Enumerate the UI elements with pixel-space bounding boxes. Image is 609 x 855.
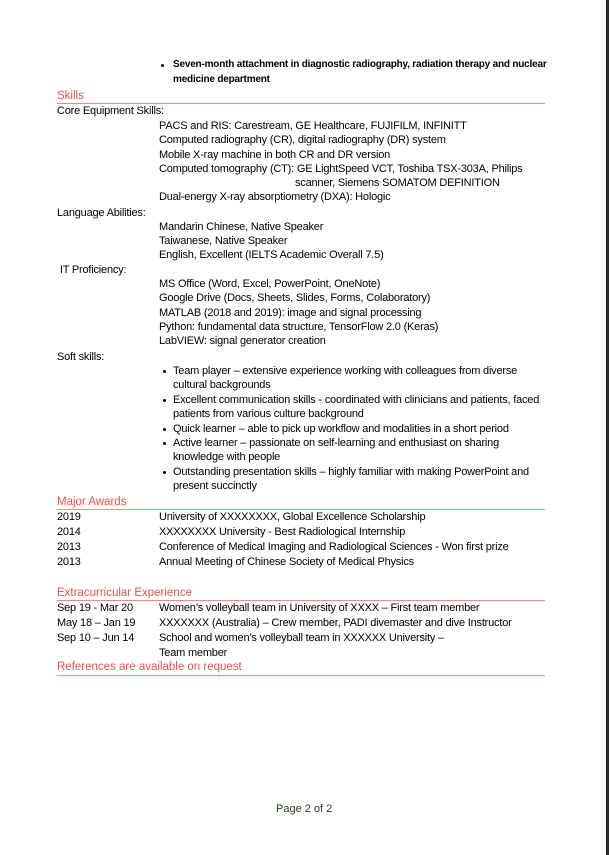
award-year: 2019 bbox=[57, 511, 81, 523]
extracurricular-text-cont: Team member bbox=[159, 647, 228, 659]
it-item: MS Office (Word, Excel, PowerPoint, OneNote) bbox=[159, 278, 381, 290]
language-item: Taiwanese, Native Speaker bbox=[159, 235, 288, 247]
it-item: MATLAB (2018 and 2019): image and signal processing bbox=[159, 307, 422, 319]
page-number: Page 2 of 2 bbox=[276, 803, 333, 815]
awards-heading: Major Awards bbox=[57, 496, 127, 508]
core-item: Computed tomography (CT): GE LightSpeed VCT, Toshiba TSX-303A, Philips bbox=[159, 163, 523, 175]
extracurricular-text: XXXXXXX (Australia) – Crew member, PADI divemaster and dive Instructor bbox=[159, 617, 512, 629]
soft-skill-item: Outstanding presentation skills – highly familiar with making PowerPoint and bbox=[173, 466, 529, 478]
core-item-cont: scanner, Siemens SOMATOM DEFINITION bbox=[295, 177, 500, 189]
award-text: XXXXXXXX University - Best Radiological Internship bbox=[159, 526, 406, 538]
bullet-icon bbox=[163, 399, 166, 402]
extracurricular-heading: Extracurricular Experience bbox=[57, 587, 192, 599]
soft-skill-item-cont: present succinctly bbox=[173, 480, 257, 492]
core-equipment-label: Core Equipment Skills: bbox=[57, 105, 164, 117]
soft-skill-item: Excellent communication skills - coordinated with clinicians and patients, faced bbox=[173, 394, 540, 406]
references-note: References are available on request bbox=[57, 661, 242, 673]
soft-skills-label: Soft skills: bbox=[57, 351, 105, 363]
attachment-text: Seven-month attachment in diagnostic radiography, radiation therapy and nuclear bbox=[173, 59, 547, 70]
bullet-icon bbox=[161, 64, 164, 67]
extracurricular-date: Sep 19 - Mar 20 bbox=[57, 602, 133, 614]
extracurricular-text: School and women’s volleyball team in XXXXXX University – bbox=[159, 632, 444, 644]
language-item: Mandarin Chinese, Native Speaker bbox=[159, 221, 324, 233]
attachment-text-cont: medicine department bbox=[173, 74, 270, 85]
bullet-icon bbox=[163, 428, 166, 431]
soft-skill-item: Team player – extensive experience working with colleagues from diverse bbox=[173, 365, 518, 377]
soft-skill-item-cont: cultural backgrounds bbox=[173, 379, 271, 391]
award-text: University of XXXXXXXX, Global Excellence Scholarship bbox=[159, 511, 426, 523]
soft-skill-item-cont: knowledge with people bbox=[173, 451, 281, 463]
award-year: 2014 bbox=[57, 526, 81, 538]
award-year: 2013 bbox=[57, 556, 81, 568]
extracurricular-date: May 18 – Jan 19 bbox=[57, 617, 136, 629]
award-text: Annual Meeting of Chinese Society of Medical Physics bbox=[159, 556, 414, 568]
award-text: Conference of Medical Imaging and Radiological Sciences - Won first prize bbox=[159, 541, 509, 553]
core-item: PACS and RIS: Carestream, GE Healthcare, FUJIFILM, INFINITT bbox=[159, 120, 467, 132]
it-item: Google Drive (Docs, Sheets, Slides, Forms, Colaboratory) bbox=[159, 292, 431, 304]
bullet-icon bbox=[163, 471, 166, 474]
soft-skill-item: Active learner – passionate on self-learning and enthusiast on sharing bbox=[173, 437, 499, 449]
soft-skill-item-cont: patients from various culture background bbox=[173, 408, 364, 420]
extracurricular-text: Women’s volleyball team in University of XXXX – First team member bbox=[159, 602, 480, 614]
it-item: LabVIEW: signal generator creation bbox=[159, 335, 326, 347]
extracurricular-date: Sep 10 – Jun 14 bbox=[57, 632, 135, 644]
skills-heading: Skills bbox=[57, 90, 84, 102]
core-item: Mobile X-ray machine in both CR and DR version bbox=[159, 149, 391, 161]
core-item: Dual-energy X-ray absorptiometry (DXA): Hologic bbox=[159, 191, 391, 203]
language-label: Language Abilities: bbox=[57, 207, 146, 219]
section-rule bbox=[57, 675, 545, 676]
award-year: 2013 bbox=[57, 541, 81, 553]
it-item: Python: fundamental data structure, TensorFlow 2.0 (Keras) bbox=[159, 321, 439, 333]
it-label: IT Proficiency: bbox=[57, 264, 127, 276]
bullet-icon bbox=[163, 370, 166, 373]
soft-skill-item: Quick learner – able to pick up workflow and modalities in a short period bbox=[173, 423, 509, 435]
core-item: Computed radiography (CR), digital radiography (DR) system bbox=[159, 134, 446, 146]
bullet-icon bbox=[163, 442, 166, 445]
language-item: English, Excellent (IELTS Academic Overall 7.5) bbox=[159, 249, 384, 261]
